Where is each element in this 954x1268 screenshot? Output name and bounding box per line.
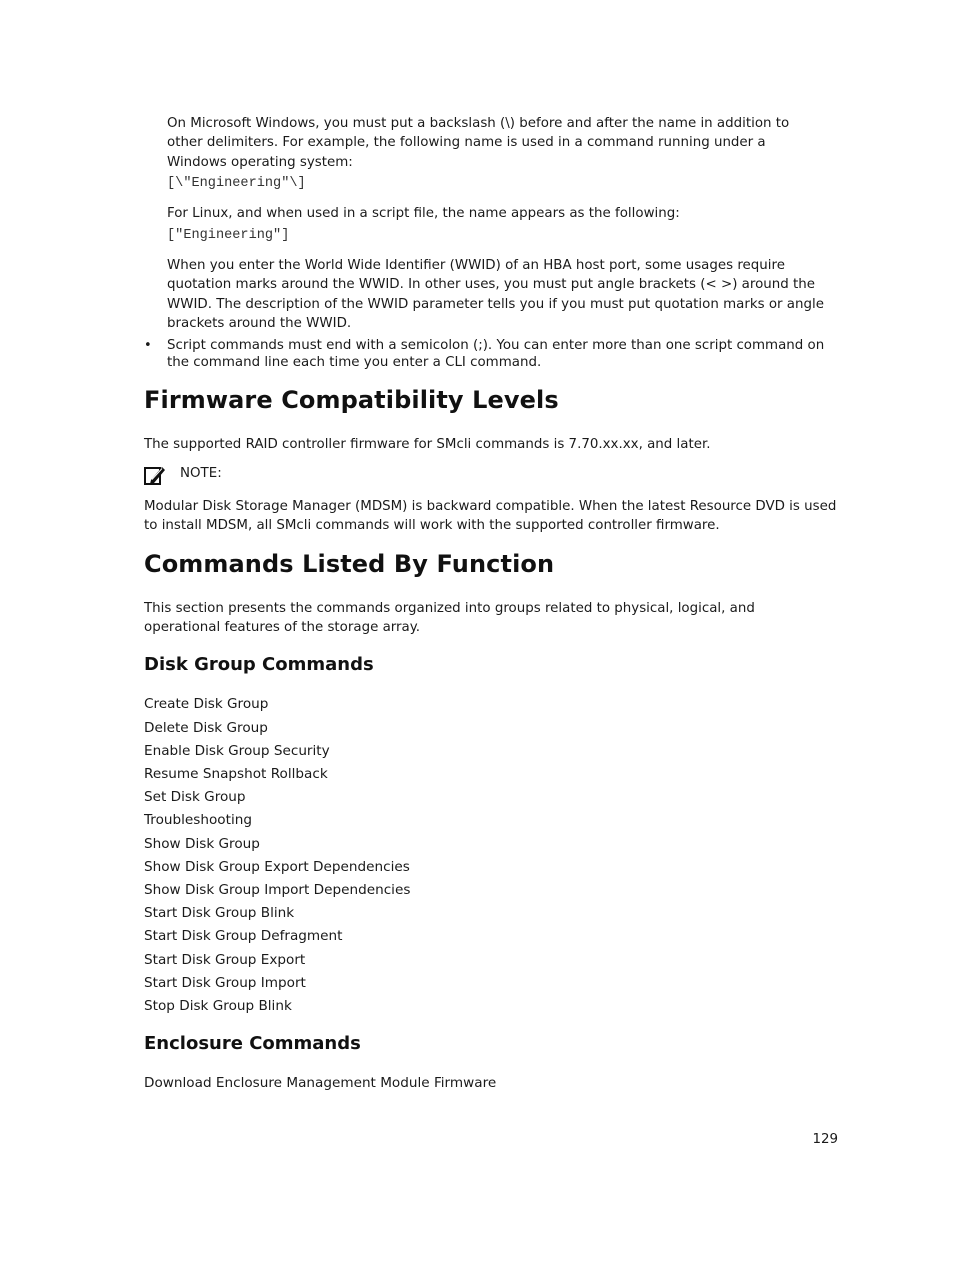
list-item[interactable]: Set Disk Group <box>144 789 246 805</box>
list-item[interactable]: Start Disk Group Defragment <box>144 928 343 944</box>
commands-heading: Commands Listed By Function <box>144 550 555 578</box>
list-item[interactable]: Start Disk Group Import <box>144 975 306 991</box>
windows-paragraph: On Microsoft Windows, you must put a backslash (\) before and after the name in addition to other delimiters. For example, the following name is used in a command running under a Windows operating system: <box>167 116 790 170</box>
commands-paragraph: This section presents the commands organized into groups related to physical, logical, and operational features of the storage array. <box>144 601 755 636</box>
windows-code-sample: [\"Engineering"\] <box>167 176 306 191</box>
list-item[interactable]: Show Disk Group Export Dependencies <box>144 859 410 875</box>
disk-group-heading: Disk Group Commands <box>144 654 374 675</box>
list-item[interactable]: Start Disk Group Export <box>144 952 306 968</box>
list-item[interactable]: Show Disk Group <box>144 836 260 852</box>
list-item[interactable]: Troubleshooting <box>144 812 252 828</box>
list-item[interactable]: Create Disk Group <box>144 696 269 712</box>
list-item[interactable]: Show Disk Group Import Dependencies <box>144 882 411 898</box>
list-item[interactable]: Stop Disk Group Blink <box>144 998 292 1014</box>
list-item[interactable]: Delete Disk Group <box>144 720 268 736</box>
list-item[interactable]: Start Disk Group Blink <box>144 905 295 921</box>
bullet-marker: • <box>144 338 152 353</box>
firmware-heading: Firmware Compatibility Levels <box>144 386 559 414</box>
list-item[interactable]: Download Enclosure Management Module Firmware <box>144 1075 497 1091</box>
note-text: Modular Disk Storage Manager (MDSM) is backward compatible. When the latest Resource DVD is used to install MDSM, all SMcli commands will work with the supported controller firmware. <box>144 499 837 534</box>
firmware-paragraph: The supported RAID controller firmware for SMcli commands is 7.70.xx.xx, and later. <box>144 437 711 452</box>
pencil-note-icon <box>144 465 166 487</box>
semicolon-bullet-text: Script commands must end with a semicolon (;). You can enter more than one script command on the command line each time you enter a CLI command. <box>167 338 825 370</box>
linux-paragraph: For Linux, and when used in a script file, the name appears as the following: <box>167 206 680 221</box>
wwid-paragraph: When you enter the World Wide Identifier (WWID) of an HBA host port, some usages require quotation marks around the WWID. In other uses, you must put angle brackets (< >) around the WWID. The description of the WWID parameter tells you if you must put quotation marks or angle brackets around the WWID. <box>167 258 824 332</box>
note-label: NOTE: <box>180 466 222 481</box>
enclosure-heading: Enclosure Commands <box>144 1033 361 1054</box>
list-item[interactable]: Resume Snapshot Rollback <box>144 766 328 782</box>
page-number: 129 <box>812 1132 838 1147</box>
list-item[interactable]: Enable Disk Group Security <box>144 743 330 759</box>
linux-code-sample: ["Engineering"] <box>167 228 290 243</box>
